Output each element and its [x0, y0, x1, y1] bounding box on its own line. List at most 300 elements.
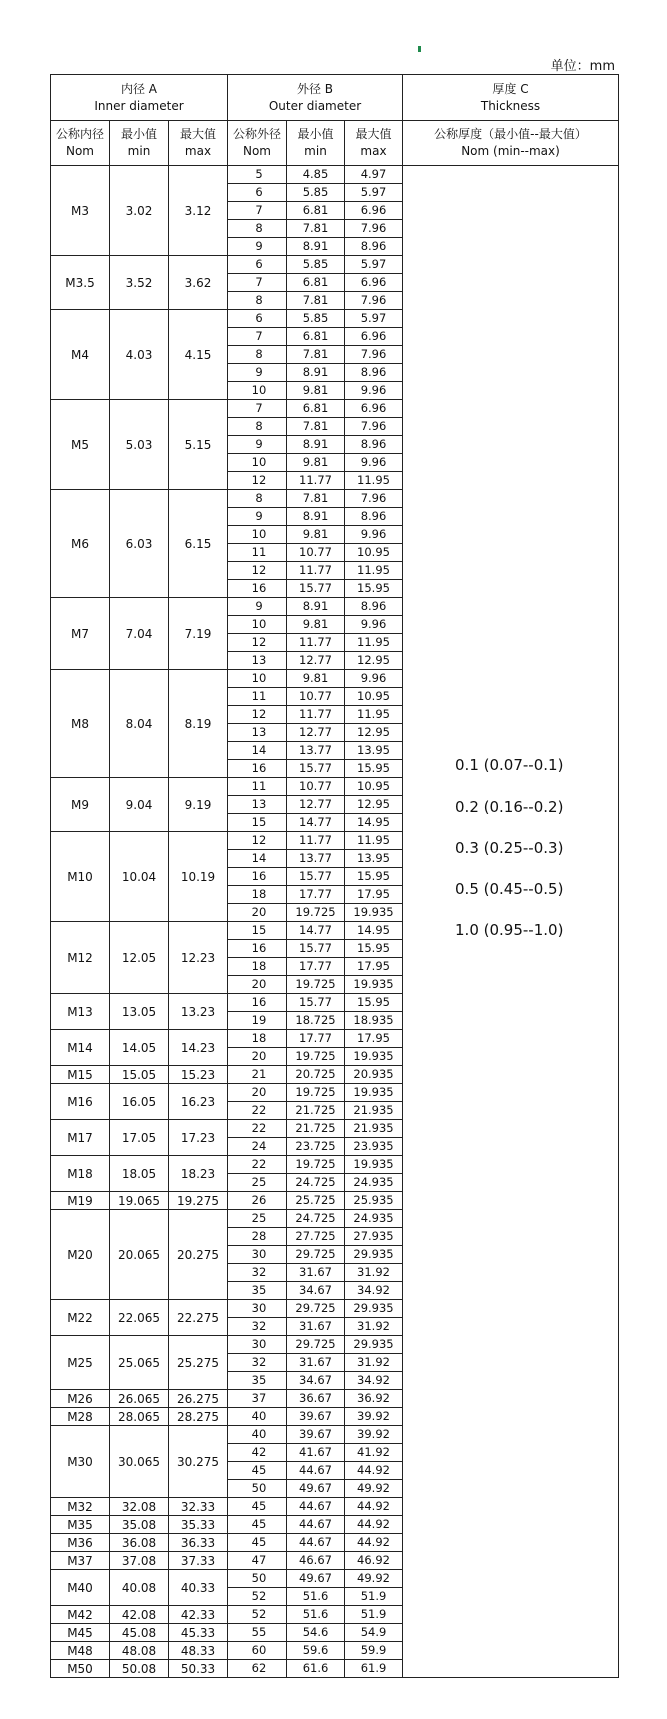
outer-min-cell: 5.85 [287, 184, 345, 202]
sub-label-en: Nom [65, 144, 94, 158]
outer-max-cell: 25.935 [345, 1192, 403, 1210]
outer-min-cell: 13.77 [287, 742, 345, 760]
outer-nom-cell: 35 [228, 1282, 287, 1300]
inner-max-cell: 7.19 [169, 598, 228, 670]
outer-min-cell: 17.77 [287, 886, 345, 904]
inner-nom-cell: M12 [51, 922, 110, 994]
outer-min-cell: 6.81 [287, 400, 345, 418]
inner-min-cell: 25.065 [110, 1336, 169, 1390]
outer-nom-cell: 25 [228, 1210, 287, 1228]
inner-min-cell: 8.04 [110, 670, 169, 778]
outer-min-cell: 17.77 [287, 1030, 345, 1048]
outer-nom-cell: 16 [228, 580, 287, 598]
outer-nom-cell: 12 [228, 472, 287, 490]
outer-max-cell: 10.95 [345, 688, 403, 706]
outer-max-cell: 19.935 [345, 1156, 403, 1174]
outer-min-cell: 11.77 [287, 634, 345, 652]
outer-min-cell: 12.77 [287, 652, 345, 670]
sub-thickness [403, 121, 619, 166]
outer-nom-cell: 10 [228, 382, 287, 400]
outer-nom-cell: 55 [228, 1624, 287, 1642]
inner-max-cell: 3.62 [169, 256, 228, 310]
inner-nom-cell: M37 [51, 1552, 110, 1570]
inner-min-cell: 28.065 [110, 1408, 169, 1426]
sub-inner-nom [51, 121, 110, 166]
outer-min-cell: 7.81 [287, 220, 345, 238]
outer-max-cell: 15.95 [345, 760, 403, 778]
sub-label-zh: 公称外径 [232, 127, 281, 141]
outer-min-cell: 8.91 [287, 436, 345, 454]
sub-outer-min [287, 121, 345, 166]
outer-min-cell: 49.67 [287, 1570, 345, 1588]
outer-max-cell: 12.95 [345, 652, 403, 670]
outer-nom-cell: 5 [228, 166, 287, 184]
outer-min-cell: 31.67 [287, 1354, 345, 1372]
outer-nom-cell: 8 [228, 418, 287, 436]
outer-nom-cell: 42 [228, 1444, 287, 1462]
inner-max-cell: 25.275 [169, 1336, 228, 1390]
inner-nom-cell: M22 [51, 1300, 110, 1336]
outer-max-cell: 49.92 [345, 1480, 403, 1498]
outer-max-cell: 8.96 [345, 508, 403, 526]
outer-nom-cell: 9 [228, 508, 287, 526]
outer-min-cell: 23.725 [287, 1138, 345, 1156]
outer-min-cell: 31.67 [287, 1318, 345, 1336]
outer-max-cell: 27.935 [345, 1228, 403, 1246]
sub-outer-max [345, 121, 403, 166]
outer-min-cell: 19.725 [287, 1156, 345, 1174]
outer-min-cell: 10.77 [287, 544, 345, 562]
outer-min-cell: 21.725 [287, 1102, 345, 1120]
inner-min-cell: 15.05 [110, 1066, 169, 1084]
inner-nom-cell: M25 [51, 1336, 110, 1390]
inner-min-cell: 26.065 [110, 1390, 169, 1408]
inner-nom-cell: M4 [51, 310, 110, 400]
outer-nom-cell: 20 [228, 1084, 287, 1102]
inner-nom-cell: M36 [51, 1534, 110, 1552]
outer-nom-cell: 35 [228, 1372, 287, 1390]
outer-min-cell: 13.77 [287, 850, 345, 868]
outer-max-cell: 12.95 [345, 724, 403, 742]
outer-nom-cell: 47 [228, 1552, 287, 1570]
outer-max-cell: 10.95 [345, 778, 403, 796]
outer-nom-cell: 20 [228, 1048, 287, 1066]
outer-min-cell: 14.77 [287, 814, 345, 832]
outer-nom-cell: 30 [228, 1336, 287, 1354]
outer-max-cell: 13.95 [345, 742, 403, 760]
outer-nom-cell: 15 [228, 922, 287, 940]
inner-max-cell: 22.275 [169, 1300, 228, 1336]
outer-min-cell: 11.77 [287, 706, 345, 724]
outer-nom-cell: 45 [228, 1516, 287, 1534]
outer-nom-cell: 37 [228, 1390, 287, 1408]
outer-nom-cell: 7 [228, 274, 287, 292]
inner-max-cell: 9.19 [169, 778, 228, 832]
inner-min-cell: 30.065 [110, 1426, 169, 1498]
outer-max-cell: 15.95 [345, 940, 403, 958]
outer-nom-cell: 12 [228, 634, 287, 652]
outer-max-cell: 31.92 [345, 1354, 403, 1372]
outer-nom-cell: 14 [228, 850, 287, 868]
thickness-zh: 厚度 C [492, 81, 529, 96]
outer-nom-cell: 12 [228, 706, 287, 724]
inner-min-cell: 13.05 [110, 994, 169, 1030]
outer-min-cell: 54.6 [287, 1624, 345, 1642]
outer-min-cell: 12.77 [287, 796, 345, 814]
inner-nom-cell: M18 [51, 1156, 110, 1192]
outer-max-cell: 51.9 [345, 1606, 403, 1624]
sub-label-zh: 最大值 [355, 127, 392, 141]
outer-max-cell: 46.92 [345, 1552, 403, 1570]
sub-label-zh: 公称内径 [55, 127, 104, 141]
sub-label-zh: 最小值 [297, 127, 334, 141]
outer-nom-cell: 20 [228, 976, 287, 994]
outer-nom-cell: 18 [228, 958, 287, 976]
outer-nom-cell: 60 [228, 1642, 287, 1660]
outer-diameter-en: Outer diameter [268, 98, 362, 113]
outer-nom-cell: 30 [228, 1300, 287, 1318]
outer-max-cell: 7.96 [345, 418, 403, 436]
outer-diameter-header [228, 75, 403, 121]
outer-nom-cell: 52 [228, 1606, 287, 1624]
spec-table [50, 74, 619, 1678]
outer-max-cell: 13.95 [345, 850, 403, 868]
outer-min-cell: 41.67 [287, 1444, 345, 1462]
inner-diameter-en: Inner diameter [94, 98, 184, 113]
outer-max-cell: 44.92 [345, 1462, 403, 1480]
inner-nom-cell: M17 [51, 1120, 110, 1156]
outer-nom-cell: 22 [228, 1102, 287, 1120]
outer-max-cell: 18.935 [345, 1012, 403, 1030]
outer-max-cell: 24.935 [345, 1210, 403, 1228]
inner-min-cell: 50.08 [110, 1660, 169, 1678]
outer-max-cell: 8.96 [345, 436, 403, 454]
inner-max-cell: 30.275 [169, 1426, 228, 1498]
sub-inner-min [110, 121, 169, 166]
outer-min-cell: 51.6 [287, 1588, 345, 1606]
outer-min-cell: 15.77 [287, 994, 345, 1012]
inner-nom-cell: M32 [51, 1498, 110, 1516]
outer-nom-cell: 16 [228, 868, 287, 886]
inner-nom-cell: M30 [51, 1426, 110, 1498]
thickness-en: Thickness [480, 98, 541, 113]
outer-nom-cell: 32 [228, 1354, 287, 1372]
outer-max-cell: 19.935 [345, 976, 403, 994]
outer-nom-cell: 62 [228, 1660, 287, 1678]
outer-min-cell: 15.77 [287, 940, 345, 958]
outer-nom-cell: 12 [228, 562, 287, 580]
outer-max-cell: 19.935 [345, 1084, 403, 1102]
outer-nom-cell: 26 [228, 1192, 287, 1210]
sub-label-en: Nom (min--max) [461, 144, 560, 158]
outer-max-cell: 21.935 [345, 1102, 403, 1120]
outer-min-cell: 15.77 [287, 580, 345, 598]
outer-max-cell: 14.95 [345, 922, 403, 940]
outer-max-cell: 31.92 [345, 1318, 403, 1336]
inner-nom-cell: M3.5 [51, 256, 110, 310]
inner-max-cell: 10.19 [169, 832, 228, 922]
inner-min-cell: 35.08 [110, 1516, 169, 1534]
outer-max-cell: 7.96 [345, 292, 403, 310]
outer-nom-cell: 10 [228, 454, 287, 472]
sub-inner-max [169, 121, 228, 166]
inner-min-cell: 14.05 [110, 1030, 169, 1066]
inner-min-cell: 37.08 [110, 1552, 169, 1570]
outer-max-cell: 5.97 [345, 184, 403, 202]
inner-diameter-header [51, 75, 228, 121]
inner-nom-cell: M50 [51, 1660, 110, 1678]
inner-max-cell: 16.23 [169, 1084, 228, 1120]
inner-min-cell: 22.065 [110, 1300, 169, 1336]
outer-max-cell: 7.96 [345, 490, 403, 508]
outer-max-cell: 59.9 [345, 1642, 403, 1660]
outer-max-cell: 12.95 [345, 796, 403, 814]
outer-max-cell: 8.96 [345, 598, 403, 616]
outer-min-cell: 11.77 [287, 562, 345, 580]
outer-min-cell: 4.85 [287, 166, 345, 184]
sub-label-en: min [127, 144, 151, 158]
outer-nom-cell: 20 [228, 904, 287, 922]
outer-nom-cell: 12 [228, 832, 287, 850]
inner-min-cell: 3.02 [110, 166, 169, 256]
inner-max-cell: 18.23 [169, 1156, 228, 1192]
outer-nom-cell: 10 [228, 670, 287, 688]
outer-nom-cell: 19 [228, 1012, 287, 1030]
outer-min-cell: 5.85 [287, 256, 345, 274]
inner-max-cell: 19.275 [169, 1192, 228, 1210]
outer-nom-cell: 16 [228, 994, 287, 1012]
inner-nom-cell: M35 [51, 1516, 110, 1534]
inner-nom-cell: M48 [51, 1642, 110, 1660]
inner-max-cell: 40.33 [169, 1570, 228, 1606]
outer-min-cell: 9.81 [287, 382, 345, 400]
outer-nom-cell: 22 [228, 1156, 287, 1174]
outer-diameter-zh: 外径 B [296, 81, 334, 96]
outer-max-cell: 19.935 [345, 904, 403, 922]
outer-nom-cell: 10 [228, 526, 287, 544]
inner-min-cell: 18.05 [110, 1156, 169, 1192]
inner-nom-cell: M14 [51, 1030, 110, 1066]
inner-nom-cell: M28 [51, 1408, 110, 1426]
outer-min-cell: 8.91 [287, 508, 345, 526]
thickness-header [403, 75, 619, 121]
outer-min-cell: 6.81 [287, 328, 345, 346]
inner-nom-cell: M5 [51, 400, 110, 490]
outer-nom-cell: 32 [228, 1318, 287, 1336]
outer-min-cell: 44.67 [287, 1498, 345, 1516]
outer-min-cell: 49.67 [287, 1480, 345, 1498]
thickness-value: 0.3 (0.25--0.3) [455, 839, 564, 857]
outer-max-cell: 8.96 [345, 238, 403, 256]
outer-nom-cell: 11 [228, 778, 287, 796]
outer-min-cell: 7.81 [287, 418, 345, 436]
inner-nom-cell: M19 [51, 1192, 110, 1210]
outer-nom-cell: 9 [228, 598, 287, 616]
inner-max-cell: 12.23 [169, 922, 228, 994]
outer-max-cell: 11.95 [345, 472, 403, 490]
outer-max-cell: 7.96 [345, 220, 403, 238]
sub-label-en: Nom [242, 144, 271, 158]
outer-nom-cell: 6 [228, 310, 287, 328]
outer-max-cell: 6.96 [345, 274, 403, 292]
outer-min-cell: 19.725 [287, 1048, 345, 1066]
inner-diameter-zh: 内径 A [120, 81, 158, 96]
outer-min-cell: 19.725 [287, 976, 345, 994]
outer-max-cell: 6.96 [345, 328, 403, 346]
unit-label: 单位：mm [550, 59, 615, 74]
inner-max-cell: 32.33 [169, 1498, 228, 1516]
thickness-cell [403, 166, 619, 1678]
outer-min-cell: 34.67 [287, 1372, 345, 1390]
outer-min-cell: 9.81 [287, 616, 345, 634]
outer-nom-cell: 6 [228, 256, 287, 274]
sub-label-en: max [184, 144, 212, 158]
outer-nom-cell: 6 [228, 184, 287, 202]
sub-label-zh: 最小值 [120, 127, 157, 141]
inner-min-cell: 16.05 [110, 1084, 169, 1120]
outer-max-cell: 17.95 [345, 886, 403, 904]
inner-max-cell: 48.33 [169, 1642, 228, 1660]
inner-min-cell: 3.52 [110, 256, 169, 310]
outer-min-cell: 17.77 [287, 958, 345, 976]
outer-max-cell: 29.935 [345, 1336, 403, 1354]
outer-min-cell: 15.77 [287, 868, 345, 886]
outer-max-cell: 11.95 [345, 706, 403, 724]
outer-nom-cell: 16 [228, 940, 287, 958]
inner-nom-cell: M13 [51, 994, 110, 1030]
outer-nom-cell: 13 [228, 796, 287, 814]
outer-min-cell: 44.67 [287, 1462, 345, 1480]
outer-max-cell: 51.9 [345, 1588, 403, 1606]
outer-min-cell: 8.91 [287, 238, 345, 256]
outer-max-cell: 11.95 [345, 832, 403, 850]
outer-nom-cell: 8 [228, 220, 287, 238]
header-row [51, 75, 619, 121]
outer-nom-cell: 50 [228, 1480, 287, 1498]
outer-nom-cell: 14 [228, 742, 287, 760]
inner-max-cell: 45.33 [169, 1624, 228, 1642]
inner-min-cell: 6.03 [110, 490, 169, 598]
outer-min-cell: 9.81 [287, 526, 345, 544]
thickness-value: 1.0 (0.95--1.0) [455, 921, 564, 939]
inner-max-cell: 6.15 [169, 490, 228, 598]
outer-nom-cell: 8 [228, 346, 287, 364]
outer-max-cell: 6.96 [345, 400, 403, 418]
inner-max-cell: 26.275 [169, 1390, 228, 1408]
outer-max-cell: 34.92 [345, 1372, 403, 1390]
outer-nom-cell: 21 [228, 1066, 287, 1084]
outer-min-cell: 6.81 [287, 274, 345, 292]
inner-min-cell: 45.08 [110, 1624, 169, 1642]
outer-max-cell: 5.97 [345, 256, 403, 274]
outer-nom-cell: 30 [228, 1246, 287, 1264]
inner-min-cell: 42.08 [110, 1606, 169, 1624]
outer-max-cell: 44.92 [345, 1516, 403, 1534]
outer-max-cell: 17.95 [345, 958, 403, 976]
inner-min-cell: 20.065 [110, 1210, 169, 1300]
outer-min-cell: 7.81 [287, 490, 345, 508]
outer-min-cell: 24.725 [287, 1210, 345, 1228]
outer-max-cell: 7.96 [345, 346, 403, 364]
outer-nom-cell: 8 [228, 490, 287, 508]
outer-nom-cell: 7 [228, 202, 287, 220]
outer-min-cell: 12.77 [287, 724, 345, 742]
outer-max-cell: 20.935 [345, 1066, 403, 1084]
outer-max-cell: 5.97 [345, 310, 403, 328]
outer-nom-cell: 18 [228, 1030, 287, 1048]
outer-min-cell: 27.725 [287, 1228, 345, 1246]
outer-min-cell: 11.77 [287, 832, 345, 850]
inner-max-cell: 5.15 [169, 400, 228, 490]
sub-label-en: max [360, 144, 387, 158]
outer-min-cell: 29.725 [287, 1300, 345, 1318]
outer-min-cell: 39.67 [287, 1426, 345, 1444]
outer-min-cell: 24.725 [287, 1174, 345, 1192]
table-row [51, 166, 619, 184]
outer-max-cell: 24.935 [345, 1174, 403, 1192]
outer-min-cell: 14.77 [287, 922, 345, 940]
inner-nom-cell: M42 [51, 1606, 110, 1624]
outer-min-cell: 9.81 [287, 670, 345, 688]
outer-max-cell: 9.96 [345, 382, 403, 400]
inner-nom-cell: M20 [51, 1210, 110, 1300]
outer-max-cell: 36.92 [345, 1390, 403, 1408]
scan-mark [418, 46, 421, 52]
outer-max-cell: 44.92 [345, 1498, 403, 1516]
outer-nom-cell: 52 [228, 1588, 287, 1606]
subheader-row [51, 121, 619, 166]
outer-nom-cell: 15 [228, 814, 287, 832]
outer-nom-cell: 16 [228, 760, 287, 778]
outer-min-cell: 29.725 [287, 1336, 345, 1354]
outer-max-cell: 41.92 [345, 1444, 403, 1462]
outer-min-cell: 44.67 [287, 1516, 345, 1534]
outer-min-cell: 39.67 [287, 1408, 345, 1426]
inner-nom-cell: M8 [51, 670, 110, 778]
inner-max-cell: 14.23 [169, 1030, 228, 1066]
sub-label-en: min [304, 144, 327, 158]
inner-min-cell: 17.05 [110, 1120, 169, 1156]
outer-max-cell: 10.95 [345, 544, 403, 562]
inner-nom-cell: M7 [51, 598, 110, 670]
outer-min-cell: 29.725 [287, 1246, 345, 1264]
outer-nom-cell: 18 [228, 886, 287, 904]
outer-max-cell: 23.935 [345, 1138, 403, 1156]
outer-min-cell: 6.81 [287, 202, 345, 220]
outer-min-cell: 5.85 [287, 310, 345, 328]
outer-min-cell: 61.6 [287, 1660, 345, 1678]
inner-max-cell: 4.15 [169, 310, 228, 400]
outer-min-cell: 9.81 [287, 454, 345, 472]
thickness-value: 0.1 (0.07--0.1) [455, 756, 564, 774]
inner-max-cell: 13.23 [169, 994, 228, 1030]
outer-min-cell: 11.77 [287, 472, 345, 490]
outer-min-cell: 10.77 [287, 778, 345, 796]
inner-max-cell: 17.23 [169, 1120, 228, 1156]
inner-max-cell: 35.33 [169, 1516, 228, 1534]
thickness-value: 0.2 (0.16--0.2) [455, 798, 564, 816]
outer-max-cell: 15.95 [345, 580, 403, 598]
inner-max-cell: 20.275 [169, 1210, 228, 1300]
outer-nom-cell: 13 [228, 724, 287, 742]
outer-max-cell: 15.95 [345, 994, 403, 1012]
outer-nom-cell: 9 [228, 238, 287, 256]
inner-min-cell: 4.03 [110, 310, 169, 400]
outer-max-cell: 31.92 [345, 1264, 403, 1282]
inner-max-cell: 42.33 [169, 1606, 228, 1624]
outer-max-cell: 11.95 [345, 562, 403, 580]
outer-max-cell: 29.935 [345, 1300, 403, 1318]
